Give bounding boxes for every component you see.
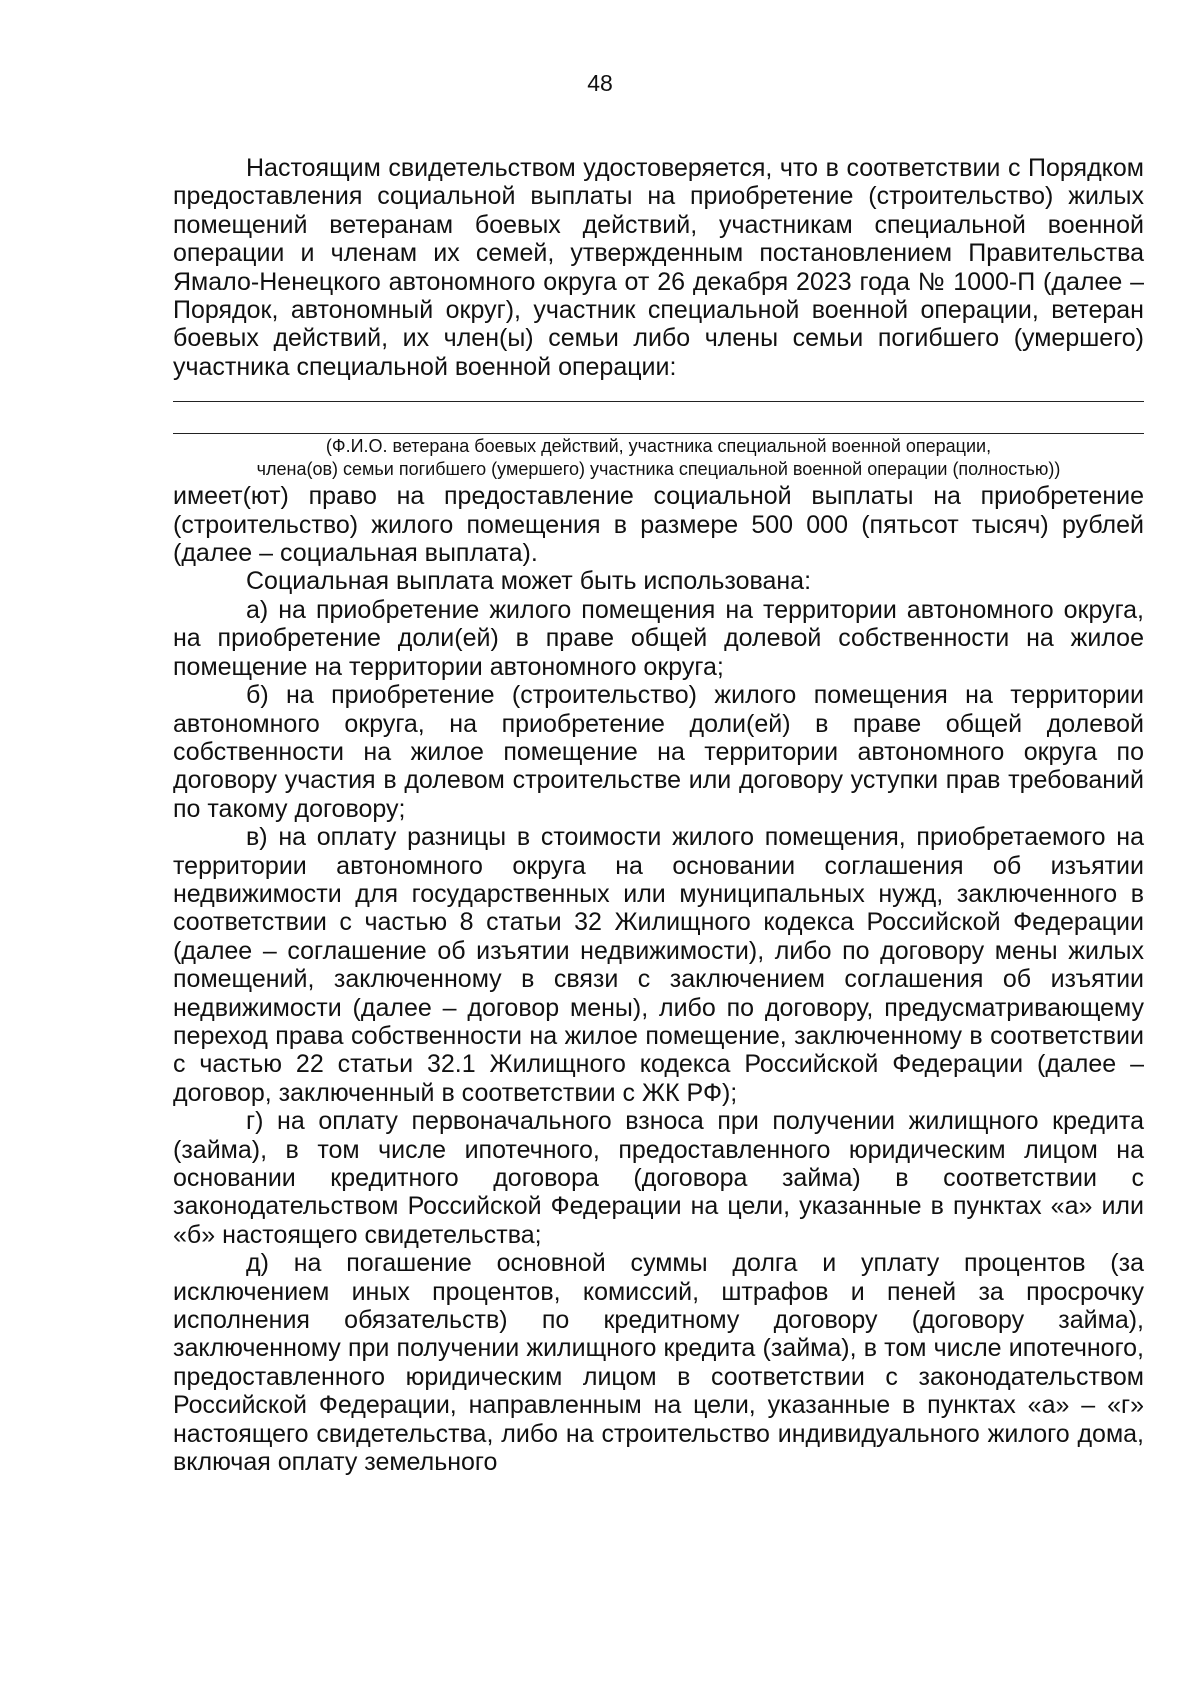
- fill-line-caption: [173, 435, 1144, 481]
- right-paragraph: имеет(ют) право на предоставление социальной выплаты на приобретение (строительство) жилого помещения в размере 500 000 (пятьсот тысяч) рублей (далее – социальная выплата).: [173, 482, 1144, 568]
- usage-heading: Социальная выплата может быть использована:: [246, 567, 812, 596]
- intro-paragraph: Настоящим свидетельством удостоверяется, что в соответствии с Порядком предоставления социальной выплаты на приобретение (строительство) жилых помещений ветеранам боевых действий, участникам специальной военной операции и членам их семей, утвержденным постановлением Правительства Ямало-Ненецкого автономного округа от 26 декабря 2023 года № 1000-П (далее – Порядок, автономный округ), участник специальной военной операции, ветеран боевых действий, их член(ы) семьи либо члены семьи погибшего (умершего) участника специальной военной операции:: [173, 154, 1144, 381]
- page-number: 48: [587, 70, 613, 96]
- list-item-v: в) на оплату разницы в стоимости жилого помещения, приобретаемого на территории автономного округа на основании соглашения об изъятии недвижимости для государственных или муниципальных нужд, заключенного в соответствии с частью 8 статьи 32 Жилищного кодекса Российской Федерации (далее – соглашение об изъятии недвижимости), либо по договору мены жилых помещений, заключенному в связи с заключением соглашения об изъятии недвижимости (далее – договор мены), либо по договору, предусматривающему переход права собственности на жилое помещение, заключенному в соответствии с частью 22 статьи 32.1 Жилищного кодекса Российской Федерации (далее – договор, заключенный в соответствии с ЖК РФ);: [173, 823, 1144, 1107]
- list-item-d: д) на погашение основной суммы долга и уплату процентов (за исключением иных процентов, комиссий, штрафов и пеней за просрочку исполнения обязательств) по кредитному договору (договору займа), заключенному при получении жилищного кредита (займа), в том числе ипотечного, предоставленного юридическим лицом в соответствии с законодательством Российской Федерации, направленным на цели, указанные в пунктах «а» – «г» настоящего свидетельства, либо на строительство индивидуального жилого дома, включая оплату земельного: [173, 1249, 1144, 1477]
- caption-line-2: члена(ов) семьи погибшего (умершего) участника специальной военной операции (полностью)): [256, 459, 1061, 480]
- list-item-g: г) на оплату первоначального взноса при получении жилищного кредита (займа), в том числе ипотечного, предоставленного юридическим лицом на основании кредитного договора (договора займа) в соответствии с законодательством Российской Федерации на цели, указанные в пунктах «а» или «б» настоящего свидетельства;: [173, 1107, 1144, 1249]
- name-fill-line-2: [173, 433, 1144, 434]
- caption-line-1: (Ф.И.О. ветерана боевых действий, участника специальной военной операции,: [325, 436, 992, 457]
- list-item-a: а) на приобретение жилого помещения на территории автономного округа, на приобретение доли(ей) в праве общей долевой собственности на жилое помещение на территории автономного округа;: [173, 595, 1144, 681]
- list-item-b: б) на приобретение (строительство) жилого помещения на территории автономного округа, на приобретение доли(ей) в праве общей долевой собственности на жилое помещение на территории автономного округа по договору участия в долевом строительстве или договору уступки прав требований по такому договору;: [173, 681, 1144, 823]
- document-body: [173, 154, 1144, 1476]
- name-fill-line-1: [173, 401, 1144, 402]
